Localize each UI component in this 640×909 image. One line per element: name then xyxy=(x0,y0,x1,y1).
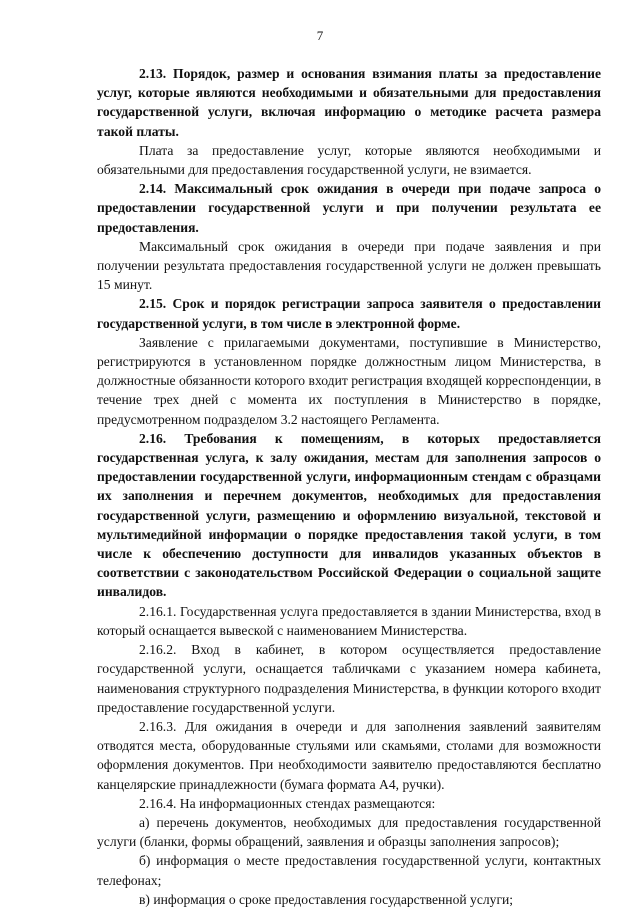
paragraph-2-16-4: 2.16.4. На информационных стендах размещаются: xyxy=(139,795,436,811)
paragraph-2-16-1: 2.16.1. Государственная услуга предоставляется в здании Министерства, вход в который оснащается вывеской с наименованием Министерства. xyxy=(97,603,601,638)
section-heading-2-16: 2.16. Требования к помещениям, в которых предоставляется государственная услуга, к залу ожидания, местам для заполнения запросов о предоставлении государственной услуги, информационным стендам с образцами их заполнения и перечнем документов, необходимых для предоставления государственной услуги, размещению и оформлению визуальной, текстовой и мультимедийной информации о порядке предоставления такой услуги, в том числе к обеспечению доступности для инвалидов указанных объектов в соответствии с законодательством Российской Федерации о социальной защите инвалидов. xyxy=(97,430,601,600)
list-item-a: а) перечень документов, необходимых для предоставления государственной услуги (бланки, формы обращений, заявления и образцы заполнения запросов); xyxy=(97,814,601,850)
document-body xyxy=(97,64,601,909)
section-heading-2-15: 2.15. Срок и порядок регистрации запроса заявителя о предоставлении государственной услуги, в том числе в электронной форме. xyxy=(97,296,601,331)
page-number: 7 xyxy=(316,28,324,43)
list-item-b: б) информация о месте предоставления государственной услуги, контактных телефонах; xyxy=(97,853,601,888)
section-heading-2-13: 2.13. Порядок, размер и основания взимания платы за предоставление услуг, которые являются необходимыми и обязательными для предоставления государственной услуги, включая информацию о методике расчета размера такой платы. xyxy=(97,66,601,139)
paragraph-max-wait-time: Максимальный срок ожидания в очереди при подаче заявления и при получении результата предоставления государственной услуги не должен превышать 15 минут. xyxy=(97,238,601,293)
paragraph-2-16-2: 2.16.2. Вход в кабинет, в котором осуществляется предоставление государственной услуги, оснащается табличками с указанием номера кабинета, наименования структурного подразделения Министерства, в функции которого входит предоставление государственной услуги. xyxy=(97,642,601,715)
paragraph-fee-not-charged: Плата за предоставление услуг, которые являются необходимыми и обязательными для предоставления государственной услуги, не взимается. xyxy=(97,142,601,178)
list-item-c: в) информация о сроке предоставления государственной услуги; xyxy=(139,891,514,907)
section-heading-2-14: 2.14. Максимальный срок ожидания в очереди при подаче запроса о предоставлении государственной услуги и при получении результата ее предоставления. xyxy=(97,181,601,235)
paragraph-registration: Заявление с прилагаемыми документами, поступившие в Министерство, регистрируются в установленном порядке должностным лицом Министерства, в должностные обязанности которого входит регистрация входящей корреспонденции, в течение трех дней с момента их поступления в Министерство в порядке, предусмотренном подразделом 3.2 настоящего Регламента. xyxy=(97,334,601,427)
paragraph-2-16-3: 2.16.3. Для ожидания в очереди и для заполнения заявлений заявителям отводятся места, оборудованные стульями или скамьями, столами для возможности оформления документов. При необходимости заявителю предоставляются бесплатно канцелярские принадлежности (бумага формата А4, ручки). xyxy=(97,718,601,792)
